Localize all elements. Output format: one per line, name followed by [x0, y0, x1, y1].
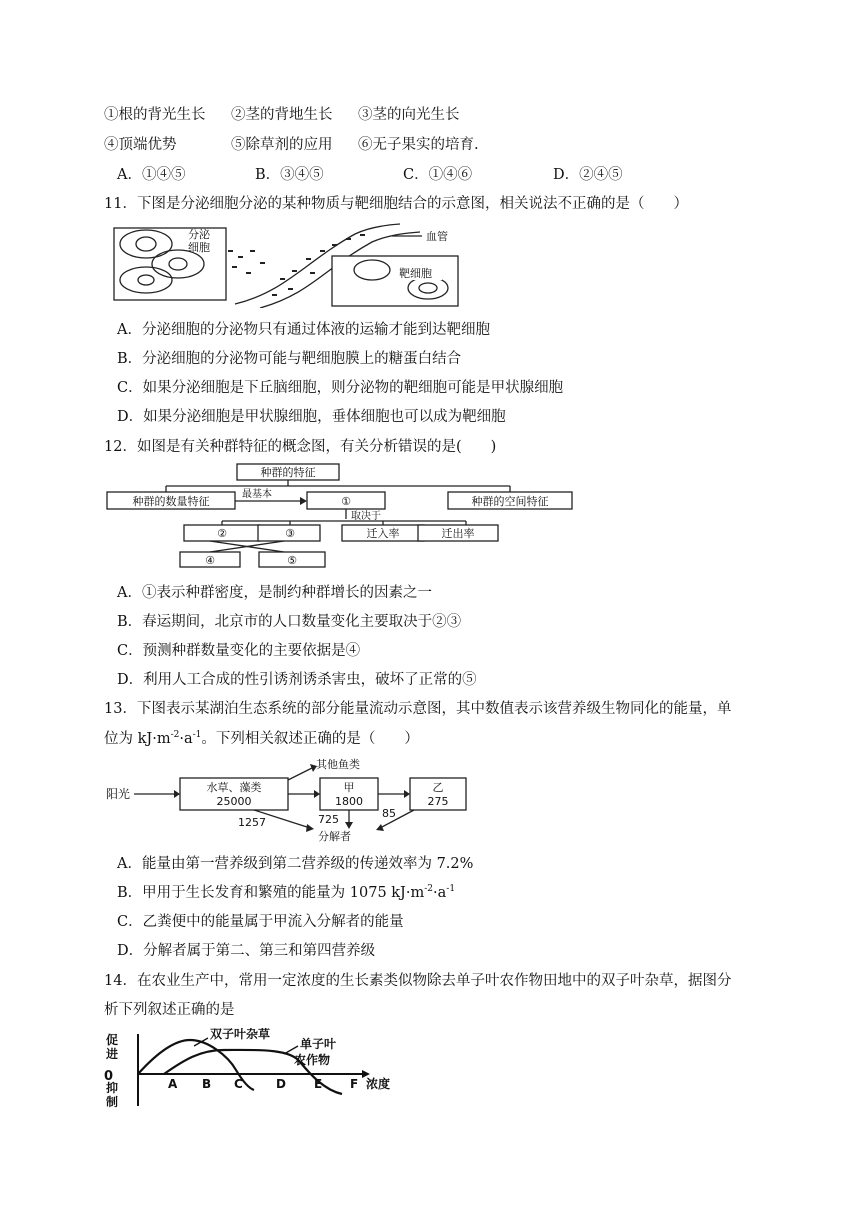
gr-y-bot-1: 抑 [106, 1081, 119, 1095]
cm-right: 种群的空间特征 [471, 495, 549, 508]
blood-vessel-label: 血管 [426, 230, 448, 243]
cm-top: 种群的特征 [260, 466, 316, 479]
q10-item-4: ④顶端优势 [104, 137, 177, 153]
cm-arrow-label: 最基本 [242, 489, 272, 500]
q11-option-c[interactable]: C．如果分泌细胞是下丘脑细胞，则分泌物的靶细胞可能是甲状腺细胞 [117, 380, 564, 396]
gr-zero: 0 [104, 1069, 114, 1084]
q14-auxin-response-graph [104, 1028, 444, 1110]
ef-jia-val: 1800 [335, 795, 363, 808]
ef-jia: 甲 [343, 781, 355, 794]
q10-item-3: ③茎的向光生长 [358, 107, 460, 123]
secretory-cell-label-2: 细胞 [188, 241, 210, 254]
q10-item-1: ①根的背光生长 [104, 107, 206, 123]
gr-tick-d: D [276, 1077, 286, 1091]
gr-monocot-1: 单子叶 [300, 1037, 337, 1051]
gr-monocot-2: 农作物 [294, 1053, 331, 1067]
ef-flow3: 85 [382, 807, 396, 820]
q13-stem-line1: 13．下图表示某湖泊生态系统的部分能量流动示意图，其中数值表示该营养级生物同化的能量，单 [104, 701, 732, 717]
cm-depends: 取决于 [351, 511, 381, 522]
ef-other-fish: 其他鱼类 [316, 758, 360, 771]
ef-producer-val: 25000 [216, 795, 252, 808]
cm-center: ① [341, 495, 351, 508]
q11-option-b[interactable]: B．分泌细胞的分泌物可能与靶细胞膜上的糖蛋白结合 [117, 351, 462, 367]
cm-row2-3: 迁入率 [366, 527, 400, 540]
gr-x-label: 浓度 [366, 1077, 391, 1091]
q10-item-5: ⑤除草剂的应用 [231, 137, 333, 153]
gr-y-bot-2: 制 [106, 1095, 119, 1109]
ef-sun: 阳光 [106, 787, 131, 801]
q13-stem-line2: 位为 $kJ\cdot m^{-2}\cdot a^{-1}$。下列相关叙述正确的是（ ） [104, 730, 419, 747]
gr-tick-a: A [168, 1077, 178, 1091]
q13-option-b[interactable]: B．甲用于生长发育和繁殖的能量为 1075 $kJ\cdot m^{-2}\cdot a^{-1}$ [117, 884, 456, 901]
q11-option-d[interactable]: D．如果分泌细胞是甲状腺细胞，垂体细胞也可以成为靶细胞 [117, 409, 506, 425]
q10-option-c[interactable]: C．①④⑥ [403, 167, 473, 183]
gr-dicot: 双子叶杂草 [210, 1028, 271, 1041]
gr-y-top-1: 促 [106, 1033, 119, 1047]
gr-tick-e: E [314, 1077, 323, 1091]
q13-option-c[interactable]: C．乙粪便中的能量属于甲流入分解者的能量 [117, 914, 404, 930]
gr-tick-f: F [350, 1077, 359, 1091]
ef-yi-val: 275 [427, 795, 449, 808]
q14-stem-line1: 14．在农业生产中，常用一定浓度的生长素类似物除去单子叶农作物田地中的双子叶杂草，据图分 [104, 973, 732, 989]
ef-flow2: 725 [318, 813, 339, 826]
cm-left: 种群的数量特征 [132, 495, 210, 508]
q13-option-d[interactable]: D．分解者属于第二、第三和第四营养级 [117, 943, 376, 959]
q10-option-d[interactable]: D．②④⑤ [553, 167, 623, 183]
gr-tick-b: B [202, 1077, 212, 1091]
q10-item-2: ②茎的背地生长 [231, 107, 333, 123]
q11-cell-signaling-figure [110, 222, 470, 308]
q11-option-a[interactable]: A．分泌细胞的分泌物只有通过体液的运输才能到达靶细胞 [117, 322, 490, 338]
cm-row3-2: ⑤ [287, 554, 297, 567]
q12-option-c[interactable]: C．预测种群数量变化的主要依据是④ [117, 643, 361, 659]
q13-option-a[interactable]: A．能量由第一营养级到第二营养级的传递效率为 7.2% [117, 856, 474, 872]
ef-producer: 水草、藻类 [206, 781, 262, 794]
cm-row2-4: 迁出率 [441, 527, 475, 540]
q12-population-concept-map [104, 462, 584, 570]
q10-option-a[interactable]: A．①④⑤ [117, 167, 186, 183]
ef-flow1: 1257 [238, 816, 266, 829]
cm-row3-1: ④ [205, 554, 215, 567]
secretory-cell-label-1: 分泌 [188, 228, 210, 241]
q10-option-b[interactable]: B．③④⑤ [255, 167, 324, 183]
cm-row2-1: ② [217, 527, 227, 540]
target-cell-box [332, 256, 458, 306]
q14-stem-line2: 析下列叙述正确的是 [104, 1002, 235, 1018]
gr-y-top-2: 进 [106, 1047, 119, 1061]
ef-decomposer: 分解者 [318, 830, 351, 843]
target-cell-label: 靶细胞 [399, 267, 432, 280]
q12-option-b[interactable]: B．春运期间，北京市的人口数量变化主要取决于②③ [117, 614, 462, 630]
q12-option-a[interactable]: A．①表示种群密度，是制约种群增长的因素之一 [117, 585, 432, 601]
q12-stem: 12．如图是有关种群特征的概念图，有关分析错误的是( ) [104, 439, 497, 455]
gr-tick-c: C [234, 1077, 243, 1091]
ef-yi: 乙 [432, 781, 444, 794]
q10-item-6: ⑥无子果实的培育. [358, 137, 479, 153]
q13-energy-flow-diagram [104, 752, 484, 844]
cm-row2-2: ③ [285, 527, 295, 540]
q12-option-d[interactable]: D．利用人工合成的性引诱剂诱杀害虫，破坏了正常的⑤ [117, 672, 477, 688]
q11-stem: 11．下图是分泌细胞分泌的某种物质与靶细胞结合的示意图，相关说法不正确的是（ ） [104, 196, 688, 212]
